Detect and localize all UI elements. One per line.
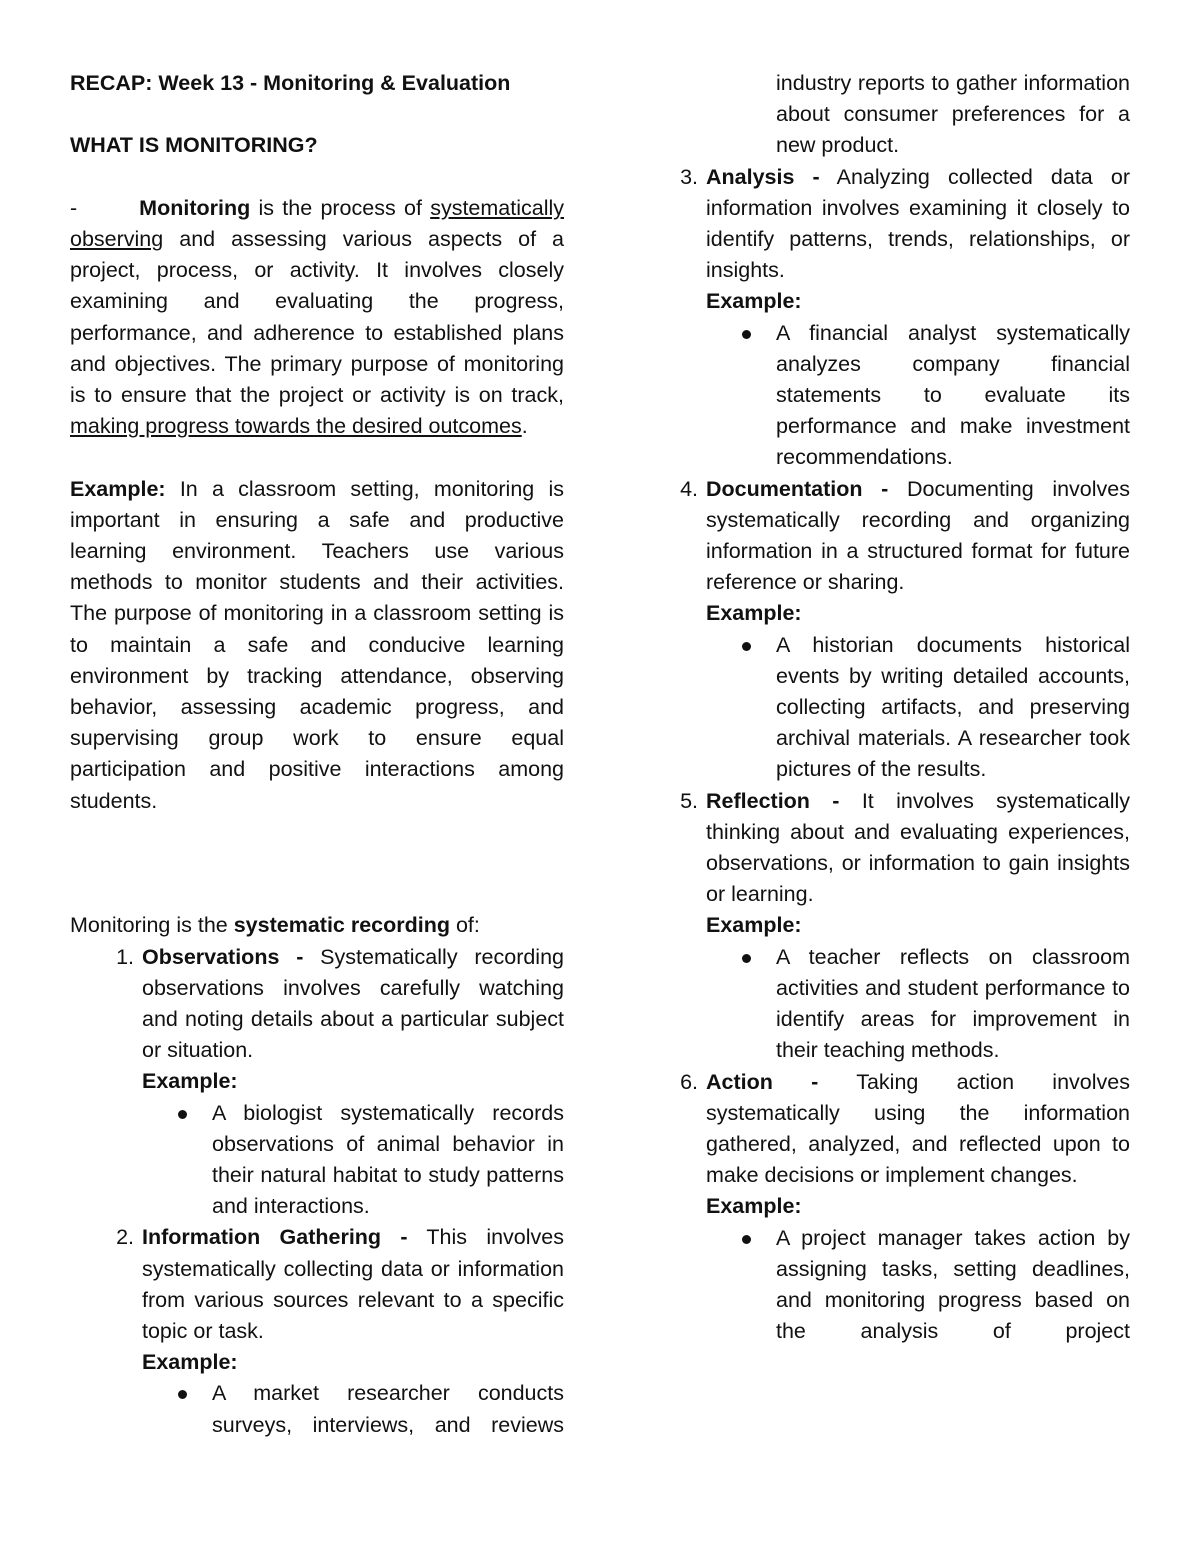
underlined-phrase-1: systematically observing (70, 195, 564, 251)
example-bullet: A project manager takes action by assigning tasks, setting deadlines, and monitoring progress based on the analysis of project (776, 1223, 1130, 1348)
definition-dash: - (70, 195, 78, 220)
example-bullet: A teacher reflects on classroom activities and student performance to identify areas for improvement in their teaching methods. (776, 942, 1130, 1067)
example-label: Example: (706, 601, 802, 626)
recording-list (70, 942, 564, 1441)
page-title: RECAP: Week 13 - Monitoring & Evaluation (70, 71, 511, 95)
example-label: Example: (142, 1069, 238, 1094)
section-heading: WHAT IS MONITORING? (70, 133, 318, 158)
list-item-analysis: 3. Analysis - Analyzing collected data or information involves examining it closely to identify patterns, trends, relationships, or insights. Example: A financial analyst systematically analyzes company financial statements to evaluate its performance and make investment recommendations. (706, 162, 1130, 474)
example-paragraph: Example: In a classroom setting, monitoring is important in ensuring a safe and productive learning environment. Teachers use various methods to monitor students and their activities. The purpose of monitoring in a classroom setting is to maintain a safe and conducive learning environment by tracking attendance, observing behavior, assessing academic progress, and supervising group work to ensure equal participation and positive interactions among students. (70, 476, 564, 813)
example-label: Example: (142, 1350, 238, 1375)
bullet-icon (178, 1390, 187, 1399)
left-column (70, 68, 564, 1441)
definition-paragraph: - Monitoring is the process of systematically observing and assessing various aspects of a project, process, or activity. It involves closely examining and evaluating the progress, performance, and adherence to established plans and objectives. The primary purpose of monitoring is to ensure that the project or activity is on track, making progress towards the desired outcomes. (70, 195, 564, 439)
systematic-intro: Monitoring is the systematic recording of: (70, 913, 480, 938)
example-bullet-continued: industry reports to gather information about consumer preferences for a new product. (776, 71, 1130, 158)
definition-term: Monitoring (139, 195, 251, 220)
list-item-documentation: 4. Documentation - Documenting involves systematically recording and organizing information in a structured format for future reference or sharing. Example: A historian documents historical events by writing detailed accounts, collecting artifacts, and preserving archival materials. A researcher took pictures of the results. (706, 474, 1130, 786)
example-label: Example: (70, 476, 166, 501)
example-bullet: A historian documents historical events by writing detailed accounts, collecting artifacts, and preserving archival materials. A researcher took pictures of the results. (776, 630, 1130, 786)
example-label: Example: (706, 289, 802, 314)
example-bullet: A financial analyst systematically analyzes company financial statements to evaluate its performance and make investment recommendations. (776, 318, 1130, 474)
bullet-icon (742, 954, 751, 963)
list-item-action: 6. Action - Taking action involves systematically using the information gathered, analyzed, and reflected upon to make decisions or implement changes. Example: A project manager takes action by assigning tasks, setting deadlines, and monitoring progress based on the analysis of project (706, 1067, 1130, 1348)
bullet-icon (742, 330, 751, 339)
example-bullet: A market researcher conducts surveys, interviews, and reviews (212, 1378, 564, 1440)
bullet-icon (178, 1110, 187, 1119)
example-label: Example: (706, 1194, 802, 1219)
list-item-reflection: 5. Reflection - It involves systematically thinking about and evaluating experiences, observations, or information to gain insights or learning. Example: A teacher reflects on classroom activities and student performance to identify areas for improvement in their teaching methods. (706, 786, 1130, 1067)
example-label: Example: (706, 913, 802, 938)
bullet-icon (742, 642, 751, 651)
recording-list-continued (668, 68, 1130, 1347)
right-column (668, 68, 1130, 1347)
list-item-information-gathering: 2. Information Gathering - This involves systematically collecting data or information from various sources relevant to a specific topic or task. Example: A market researcher conducts surveys, interviews, and reviews (142, 1222, 564, 1440)
list-item-observations: 1. Observations - Systematically recording observations involves carefully watching and noting details about a particular subject or situation. Example: A biologist systematically records observations of animal behavior in their natural habitat to study patterns and interactions. (142, 942, 564, 1223)
underlined-phrase-2: making progress towards the desired outcomes (70, 414, 522, 439)
example-bullet: A biologist systematically records observations of animal behavior in their natural habitat to study patterns and interactions. (212, 1098, 564, 1223)
bullet-icon (742, 1235, 751, 1244)
